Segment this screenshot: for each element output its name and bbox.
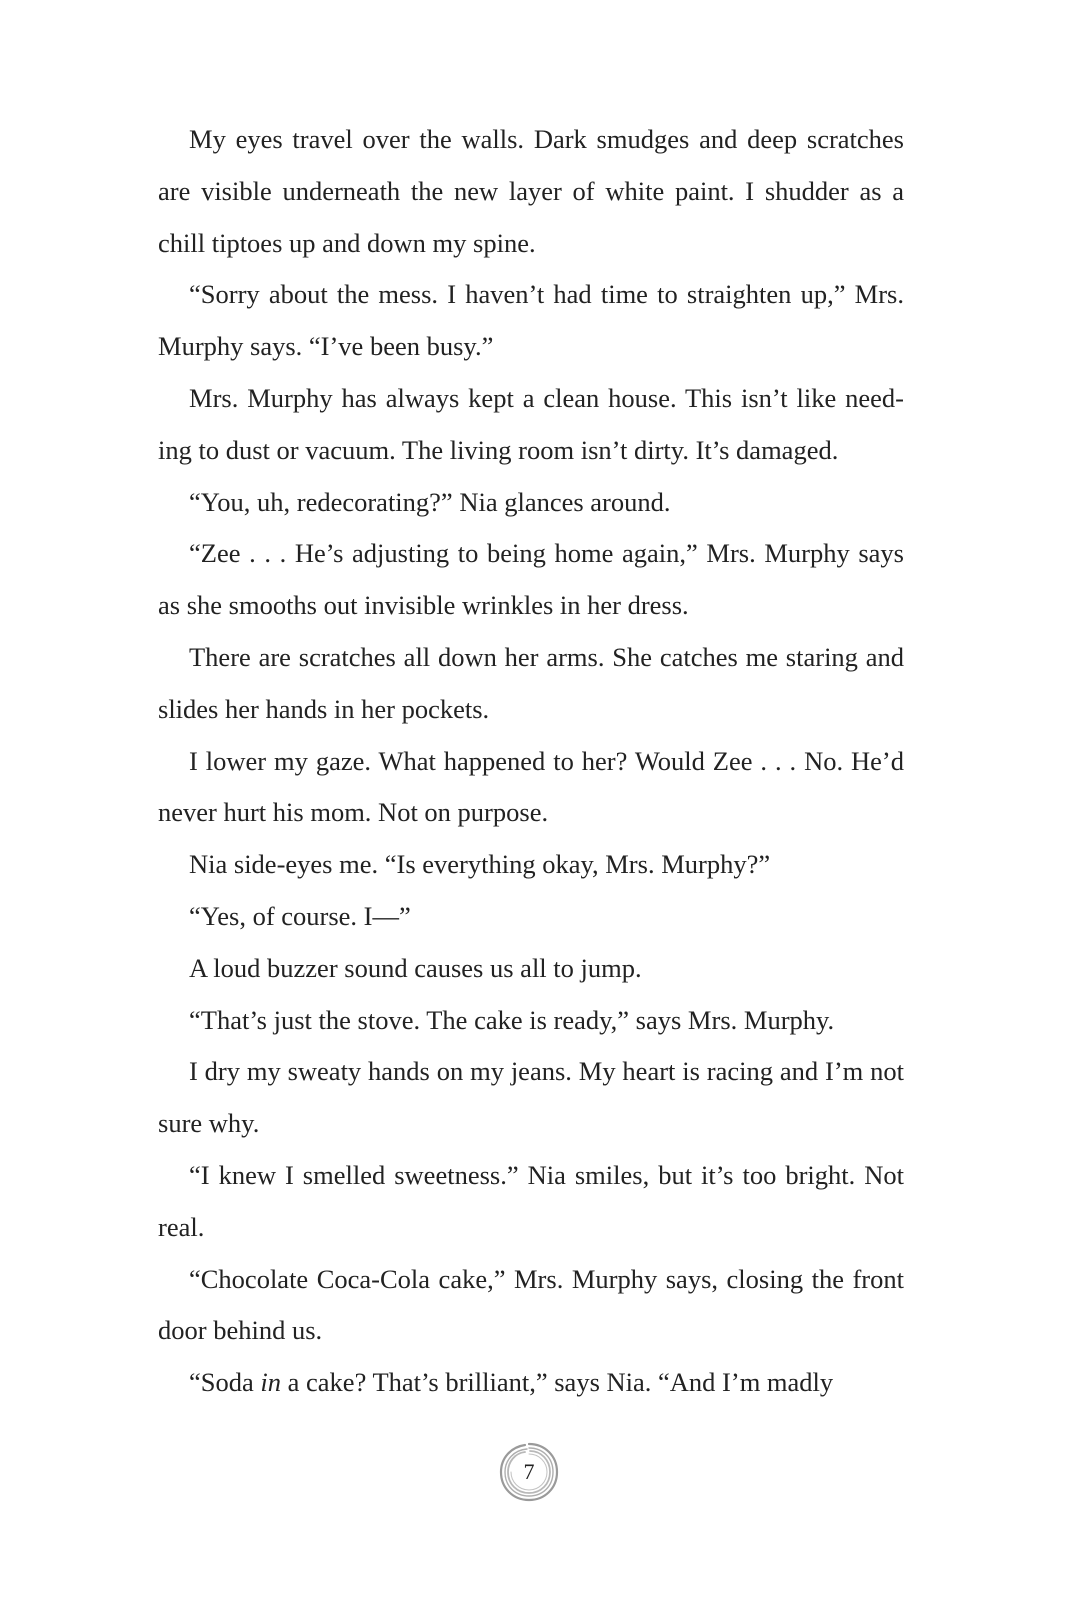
paragraph: I dry my sweaty hands on my jeans. My heart is racing and I’m not sure why. <box>158 1056 904 1139</box>
paragraph: Nia side-eyes me. “Is everything okay, Mrs. Murphy?” <box>189 849 771 880</box>
paragraph-last-before: “Soda <box>189 1367 261 1398</box>
paragraph: “Sorry about the mess. I haven’t had time to straighten up,” Mrs. Murphy says. “I’ve been busy.” <box>158 279 904 362</box>
paragraph-last-after: a cake? That’s brilliant,” says Nia. “And I’m madly <box>281 1367 834 1398</box>
paragraph: “Zee . . . He’s adjusting to being home again,” Mrs. Murphy says as she smooths out invisible wrinkles in her dress. <box>158 538 904 621</box>
paragraph: A loud buzzer sound causes us all to jump. <box>189 952 642 983</box>
paragraph: Mrs. Murphy has always kept a clean house. This isn’t like needing to dust or vacuum. The living room isn’t dirty. It’s damaged. <box>158 382 904 465</box>
page-number-badge <box>497 1440 561 1504</box>
paragraph: “Chocolate Coca-Cola cake,” Mrs. Murphy says, closing the front door behind us. <box>158 1263 904 1346</box>
page-number: 7 <box>523 1459 535 1484</box>
paragraph: There are scratches all down her arms. She catches me staring and slides her hands in her pockets. <box>158 641 904 724</box>
paragraph-last-emphasis: in <box>260 1367 282 1398</box>
paragraph: “Yes, of course. I—” <box>189 900 411 931</box>
paragraph: “That’s just the stove. The cake is ready,” says Mrs. Murphy. <box>189 1004 835 1035</box>
paragraph: I lower my gaze. What happened to her? Would Zee . . . No. He’d never hurt his mom. Not on purpose. <box>158 745 904 828</box>
paragraph: My eyes travel over the walls. Dark smudges and deep scratches are visible underneath the new layer of white paint. I shudder as a chill tiptoes up and down my spine. <box>158 124 904 258</box>
paragraph-last <box>158 1357 904 1409</box>
body-text <box>158 114 904 1409</box>
paragraph: “I knew I smelled sweetness.” Nia smiles, but it’s too bright. Not real. <box>158 1159 904 1242</box>
paragraph: “You, uh, redecorating?” Nia glances around. <box>189 486 671 517</box>
